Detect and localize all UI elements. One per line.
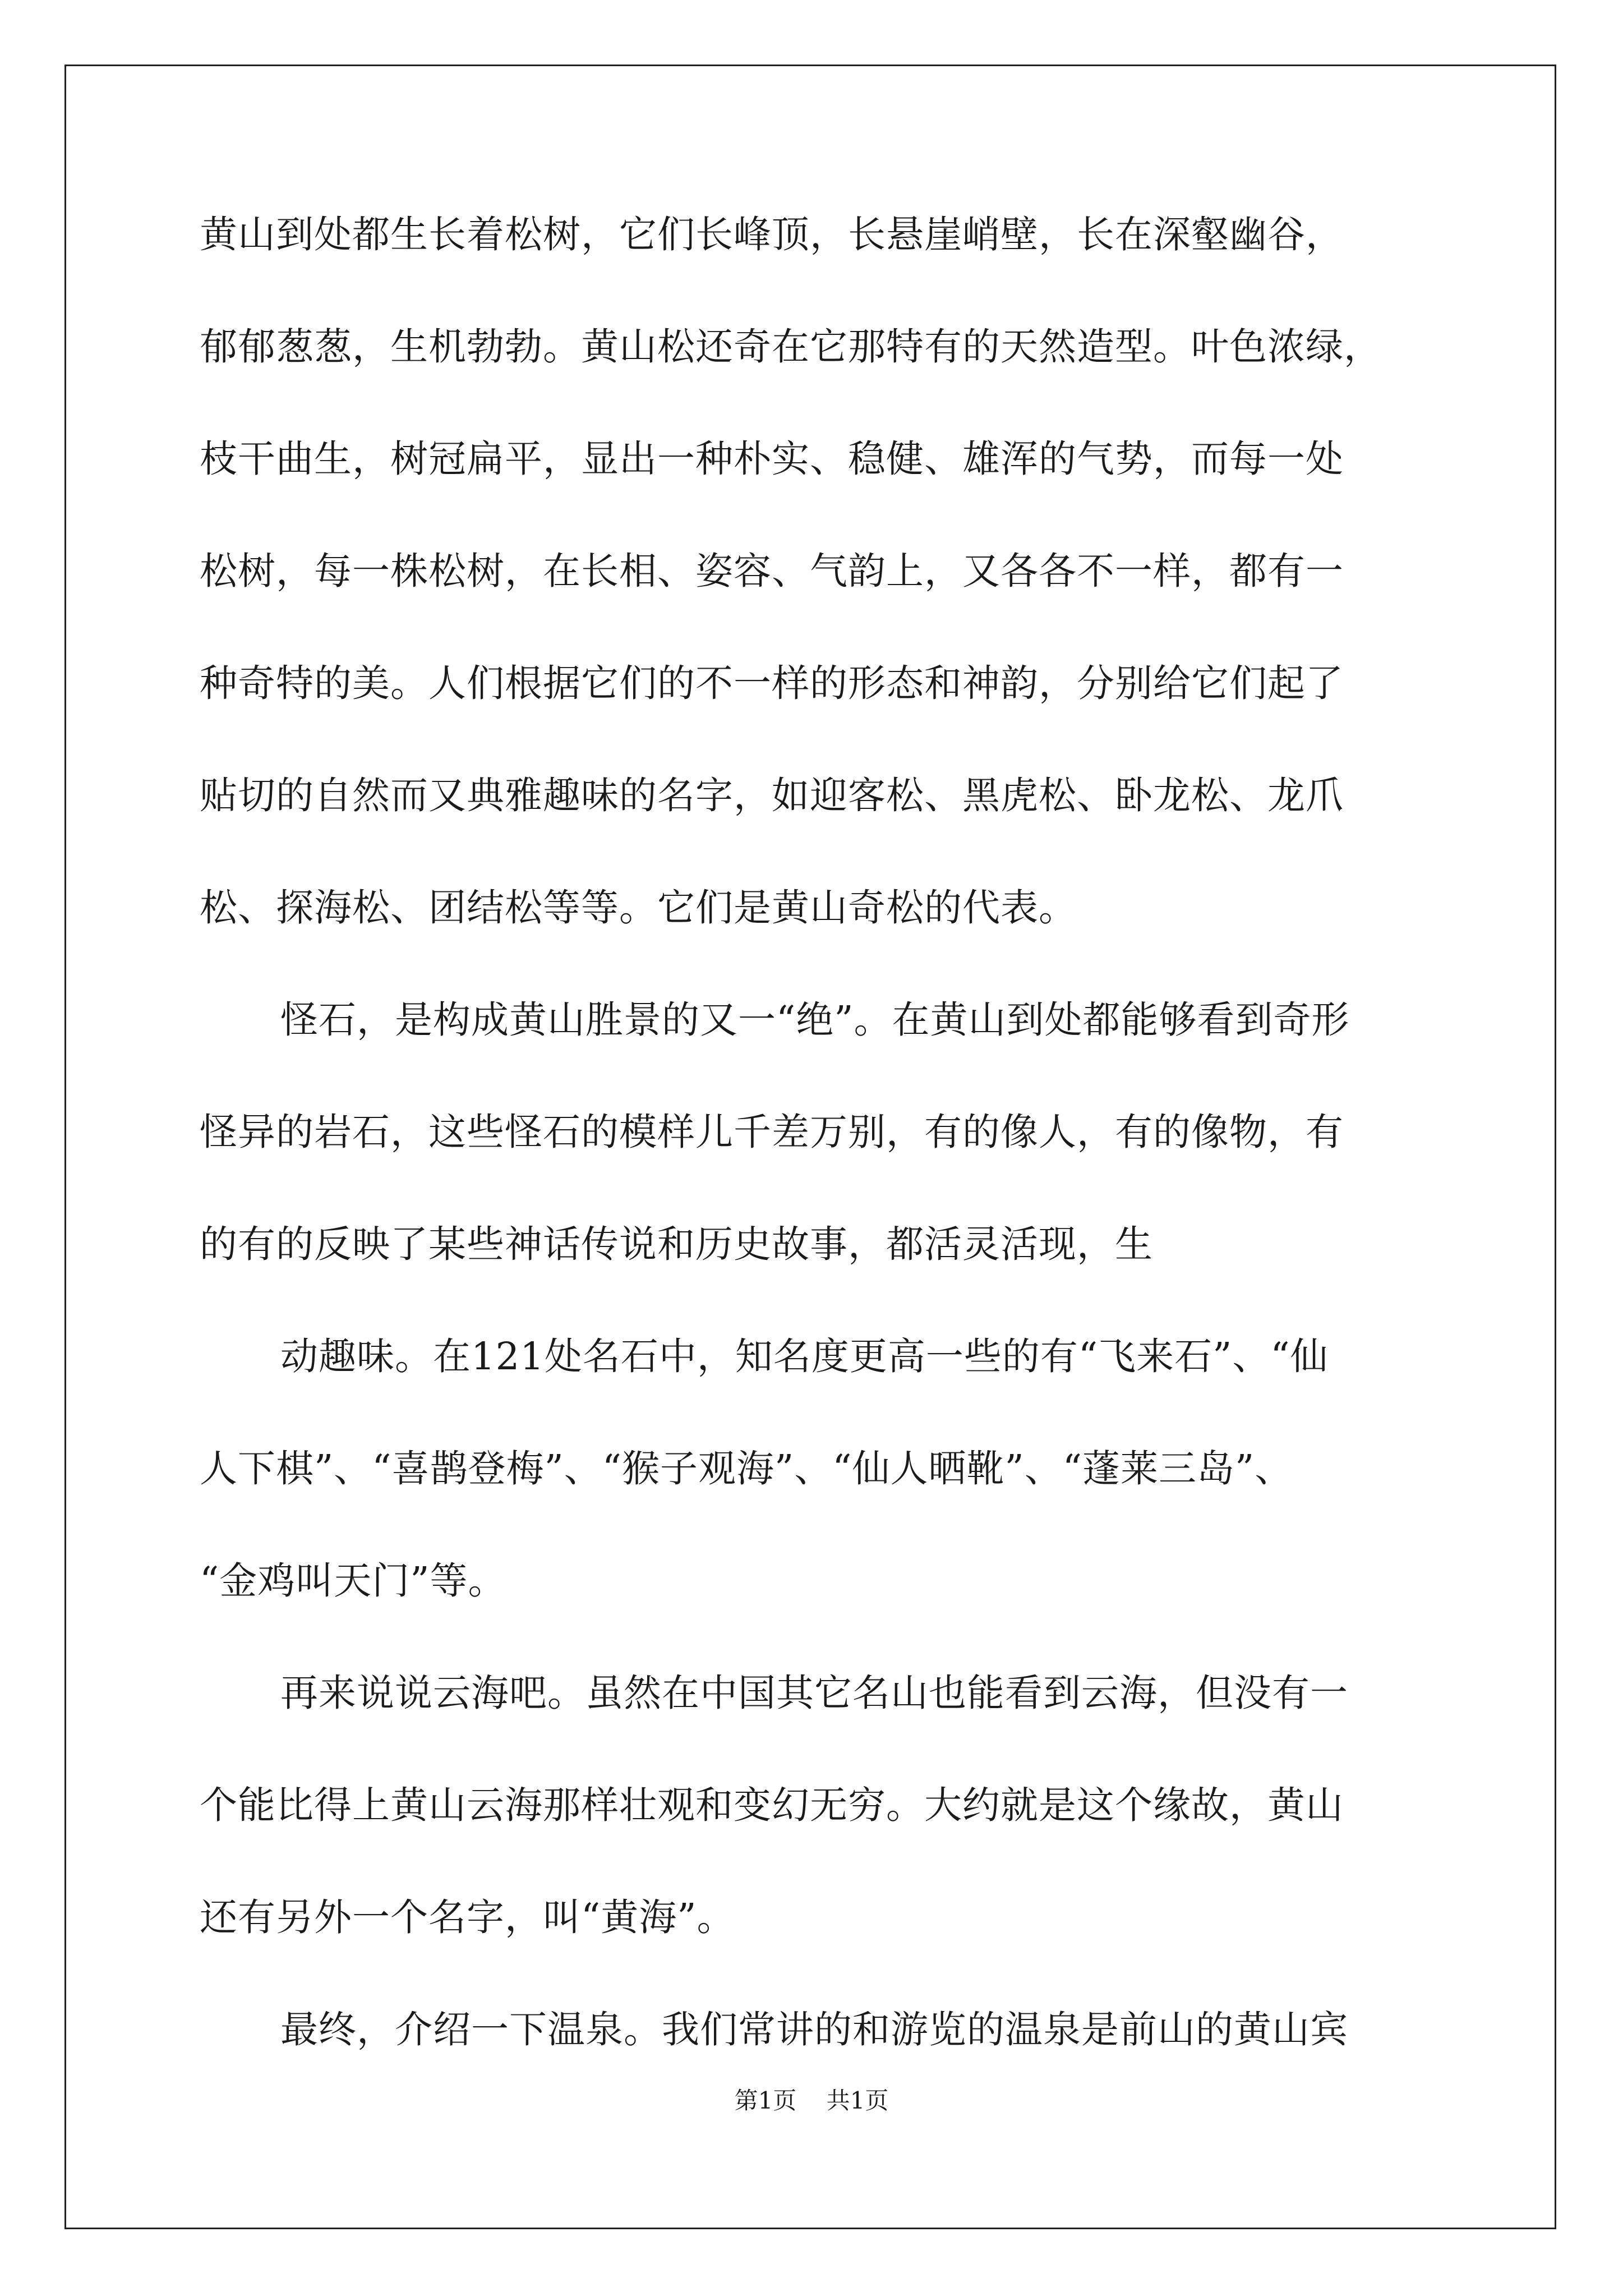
- page-number-footer: 第1页 共1页: [734, 2087, 889, 2114]
- text-line: 黄山到处都生长着松树，它们长峰顶，长悬崖峭壁，长在深壑幽谷，: [200, 213, 1344, 256]
- text-line: 松、探海松、团结松等等。它们是黄山奇松的代表。: [200, 886, 1077, 930]
- text-line: 人下棋”、“喜鹊登梅”、“猴子观海”、“仙人晒靴”、“蓬莱三岛”、: [200, 1447, 1293, 1490]
- text-line: 贴切的自然而又典雅趣味的名字，如迎客松、黑虎松、卧龙松、龙爪: [200, 774, 1344, 817]
- text-line: 动趣味。在121处名石中，知名度更高一些的有“飞来石”、“仙: [280, 1335, 1329, 1378]
- text-line: 怪异的岩石，这些怪石的模样儿千差万别，有的像人，有的像物，有: [200, 1110, 1344, 1154]
- text-line: 松树，每一株松树，在长相、姿容、气韵上，又各各不一样，都有一: [200, 549, 1344, 593]
- paragraph-first-line: 再来说说云海吧。虽然在中国其它名山也能看到云海，但没有一: [280, 1671, 1348, 1715]
- text-line: 的有的反映了某些神话传说和历史故事，都活灵活现，生: [200, 1222, 1153, 1266]
- paragraph-first-line: 怪石，是构成黄山胜景的又一“绝”。在黄山到处都能够看到奇形: [280, 998, 1350, 1042]
- text-line: 种奇特的美。人们根据它们的不一样的形态和神韵，分别给它们起了: [200, 661, 1344, 705]
- text-line: 郁郁葱葱，生机勃勃。黄山松还奇在它那特有的天然造型。叶色浓绿，: [200, 325, 1382, 369]
- text-line: 个能比得上黄山云海那样壮观和变幻无穷。大约就是这个缘故，黄山: [200, 1783, 1344, 1827]
- paragraph-first-line: 最终，介绍一下温泉。我们常讲的和游览的温泉是前山的黄山宾: [280, 2008, 1348, 2051]
- text-line: 枝干曲生，树冠扁平，显出一种朴实、稳健、雄浑的气势，而每一处: [200, 437, 1344, 481]
- text-line: “金鸡叫天门”等。: [200, 1559, 506, 1603]
- text-line: 还有另外一个名字，叫“黄海”。: [200, 1895, 735, 1939]
